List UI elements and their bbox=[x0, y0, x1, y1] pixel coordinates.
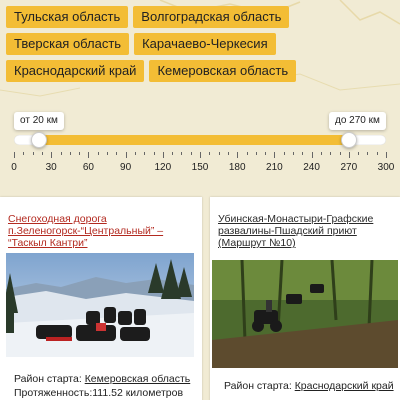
slider-major-tick bbox=[14, 152, 15, 158]
slider-tick-label: 240 bbox=[303, 162, 320, 173]
start-region-link[interactable]: Краснодарский край bbox=[294, 380, 394, 392]
slider-minor-tick bbox=[116, 152, 117, 155]
route-photo[interactable] bbox=[212, 260, 398, 368]
slider-minor-tick bbox=[219, 152, 220, 155]
slider-minor-tick bbox=[330, 152, 331, 155]
region-krasnodar-button[interactable]: Краснодарский край bbox=[6, 60, 144, 82]
slider-major-tick bbox=[274, 152, 275, 158]
slider-minor-tick bbox=[284, 152, 285, 155]
slider-minor-tick bbox=[209, 152, 210, 155]
slider-major-tick bbox=[200, 152, 201, 158]
slider-major-tick bbox=[51, 152, 52, 158]
region-karachay-button[interactable]: Карачаево-Черкесия bbox=[134, 33, 276, 55]
slider-major-tick bbox=[237, 152, 238, 158]
slider-minor-tick bbox=[107, 152, 108, 155]
slider-minor-tick bbox=[79, 152, 80, 155]
slider-tick-label: 60 bbox=[82, 162, 94, 173]
slider-tick-label: 0 bbox=[11, 162, 17, 173]
routes-list bbox=[0, 197, 400, 400]
slider-range-fill bbox=[39, 135, 349, 145]
slider-major-tick bbox=[349, 152, 350, 158]
slider-minor-tick bbox=[358, 152, 359, 155]
route-card bbox=[210, 197, 400, 400]
start-region-link[interactable]: Кемеровская область bbox=[84, 373, 191, 385]
slider-minor-tick bbox=[321, 152, 322, 155]
slider-minor-tick bbox=[265, 152, 266, 155]
slider-tick-label: 270 bbox=[340, 162, 358, 173]
region-tula-button[interactable]: Тульская область bbox=[6, 6, 128, 28]
region-volgograd-button[interactable]: Волгоградская область bbox=[133, 6, 289, 28]
slider-minor-tick bbox=[340, 152, 341, 155]
distance-slider bbox=[0, 108, 400, 188]
slider-major-tick bbox=[88, 152, 89, 158]
slider-min-handle[interactable] bbox=[31, 132, 47, 148]
slider-minor-tick bbox=[42, 152, 43, 155]
slider-tick-label: 180 bbox=[228, 162, 246, 173]
slider-minor-tick bbox=[228, 152, 229, 155]
slider-major-tick bbox=[163, 152, 164, 158]
slider-minor-tick bbox=[172, 152, 173, 155]
slider-minor-tick bbox=[191, 152, 192, 155]
start-region-label: Район старта: bbox=[224, 380, 292, 392]
slider-minor-tick bbox=[154, 152, 155, 155]
slider-minor-tick bbox=[70, 152, 71, 155]
slider-tick-label: 90 bbox=[120, 162, 132, 173]
slider-minor-tick bbox=[256, 152, 257, 155]
slider-minor-tick bbox=[33, 152, 34, 155]
route-length: Протяженность:111.52 километров bbox=[14, 387, 184, 399]
region-tver-button[interactable]: Тверская область bbox=[6, 33, 129, 55]
route-start-region bbox=[14, 373, 190, 385]
slider-tick-label: 120 bbox=[154, 162, 172, 173]
slider-minor-tick bbox=[181, 152, 182, 155]
route-card bbox=[0, 197, 202, 400]
slider-minor-tick bbox=[293, 152, 294, 155]
slider-scale bbox=[0, 152, 400, 182]
slider-minor-tick bbox=[247, 152, 248, 155]
region-filter bbox=[6, 6, 398, 82]
slider-minor-tick bbox=[61, 152, 62, 155]
slider-minor-tick bbox=[135, 152, 136, 155]
slider-minor-tick bbox=[144, 152, 145, 155]
route-photo[interactable] bbox=[6, 253, 194, 357]
route-title-link[interactable]: Убинская-Монастыри-Графские развалины-Пшадский приют (Маршрут №10) bbox=[218, 213, 374, 249]
slider-major-tick bbox=[126, 152, 127, 158]
slider-minor-tick bbox=[377, 152, 378, 155]
route-title-link[interactable]: Снегоходная дорога п.Зеленогорск-“Центральный” – “Таскыл Кантри” bbox=[8, 213, 164, 249]
slider-minor-tick bbox=[302, 152, 303, 155]
slider-minor-tick bbox=[367, 152, 368, 155]
slider-tick-label: 210 bbox=[266, 162, 283, 173]
slider-minor-tick bbox=[23, 152, 24, 155]
slider-max-bubble: до 270 км bbox=[329, 112, 386, 130]
slider-tick-label: 300 bbox=[377, 162, 395, 173]
slider-major-tick bbox=[386, 152, 387, 158]
start-region-label: Район старта: bbox=[14, 373, 82, 385]
slider-major-tick bbox=[312, 152, 313, 158]
region-kemerovo-button[interactable]: Кемеровская область bbox=[149, 60, 296, 82]
slider-tick-label: 150 bbox=[191, 162, 209, 173]
slider-max-handle[interactable] bbox=[341, 132, 357, 148]
slider-min-bubble: от 20 км bbox=[14, 112, 64, 130]
slider-track[interactable] bbox=[14, 135, 386, 145]
slider-tick-label: 30 bbox=[45, 162, 57, 173]
route-start-region bbox=[224, 380, 394, 392]
slider-minor-tick bbox=[98, 152, 99, 155]
